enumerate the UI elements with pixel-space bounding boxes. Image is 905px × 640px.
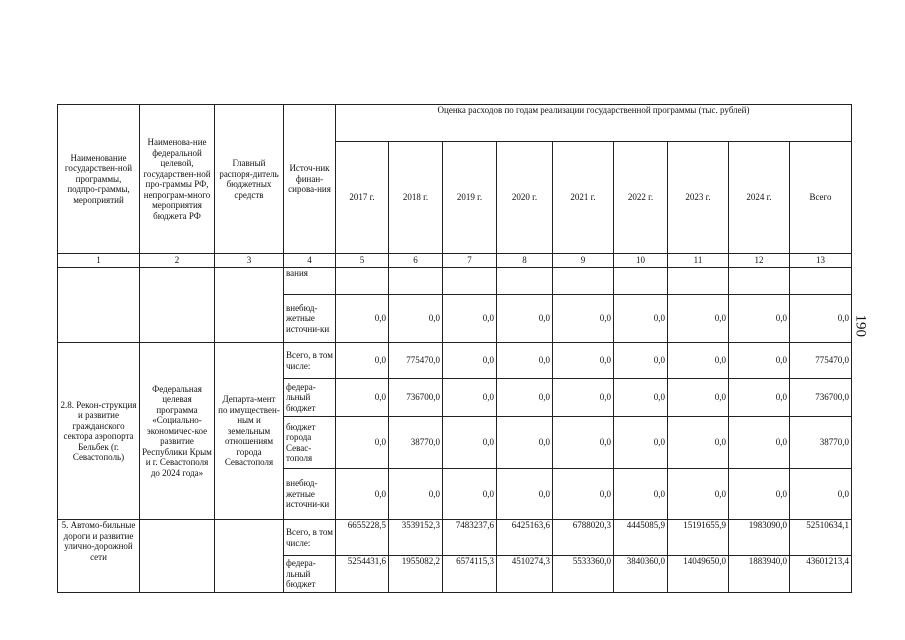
- column-number: 6: [389, 254, 443, 268]
- value-cell: 0,0: [497, 343, 553, 379]
- header-federal-program: Наименова-ние федеральной целевой, государствен-ной про-граммы РФ, непрограм-много мероприятия бюджета РФ: [140, 105, 215, 254]
- value-cell: 0,0: [614, 295, 668, 343]
- header-year: 2023 г.: [668, 142, 729, 254]
- funding-source-label: внебюд-жетные источни-ки: [284, 295, 336, 343]
- table-row: [58, 520, 852, 556]
- continuation-source-tail: вания: [284, 268, 336, 295]
- value-cell: 4510274,3: [497, 556, 553, 593]
- empty-federal-program: [140, 520, 215, 593]
- funding-source-label: внебюд-жетные источни-ки: [284, 469, 336, 520]
- value-cell: 7483237,6: [443, 520, 497, 556]
- value-cell: 6655228,5: [336, 520, 389, 556]
- header-year: 2022 г.: [614, 142, 668, 254]
- activity-name: 5. Автомо-бильные дороги и развитие улично-дорожной сети: [58, 520, 140, 593]
- funding-source-label: федера-льный бюджет: [284, 556, 336, 593]
- value-cell: 0,0: [336, 379, 389, 417]
- continuation-empty-name: [58, 268, 140, 343]
- header-year: 2019 г.: [443, 142, 497, 254]
- header-program-name: Наименование государствен-ной программы, подпро-граммы, мероприятий: [58, 105, 140, 254]
- federal-program-name: Федеральная целевая программа «Социально-экономичес-кое развитие Республики Крым и г. Севастополя до 2024 года»: [140, 343, 215, 520]
- column-number: 8: [497, 254, 553, 268]
- continuation-row: [58, 268, 852, 295]
- funding-source-label: Всего, в том числе:: [284, 343, 336, 379]
- continuation-empty-manager: [215, 268, 284, 343]
- value-cell: 38770,0: [790, 417, 852, 469]
- value-cell: 0,0: [443, 295, 497, 343]
- value-cell: 0,0: [668, 295, 729, 343]
- continuation-empty-program: [140, 268, 215, 343]
- value-cell: 6788020,3: [553, 520, 614, 556]
- value-cell: 14049650,0: [668, 556, 729, 593]
- value-cell: 52510634,1: [790, 520, 852, 556]
- value-cell: 0,0: [443, 417, 497, 469]
- value-cell: 775470,0: [389, 343, 443, 379]
- header-row-1: [58, 105, 852, 142]
- column-number: 13: [790, 254, 852, 268]
- value-cell: 6574115,3: [443, 556, 497, 593]
- budget-table: [57, 104, 852, 593]
- value-cell: 0,0: [497, 295, 553, 343]
- header-funding-source: Источ-ник финан-сирова-ния: [284, 105, 336, 254]
- value-cell: 0,0: [553, 379, 614, 417]
- value-cell: 5533360,0: [553, 556, 614, 593]
- header-year: 2024 г.: [729, 142, 790, 254]
- column-number: 5: [336, 254, 389, 268]
- value-cell: 0,0: [729, 295, 790, 343]
- value-cell: 0,0: [497, 379, 553, 417]
- value-cell: 0,0: [790, 469, 852, 520]
- funding-source-label: федера-льный бюджет: [284, 379, 336, 417]
- value-cell: 0,0: [553, 343, 614, 379]
- header-expense-title: Оценка расходов по годам реализации государственной программы (тыс. рублей): [336, 105, 852, 142]
- value-cell: 736700,0: [790, 379, 852, 417]
- column-number: 10: [614, 254, 668, 268]
- value-cell: 0,0: [729, 343, 790, 379]
- value-cell: 0,0: [497, 469, 553, 520]
- value-cell: 38770,0: [389, 417, 443, 469]
- value-cell: 0,0: [668, 417, 729, 469]
- column-numbers-row: [58, 254, 852, 268]
- header-budget-manager: Главный распоря-дитель бюджетных средств: [215, 105, 284, 254]
- value-cell: 0,0: [497, 417, 553, 469]
- value-cell: 0,0: [614, 469, 668, 520]
- header-year: 2020 г.: [497, 142, 553, 254]
- value-cell: 0,0: [729, 379, 790, 417]
- value-cell: 1883940,0: [729, 556, 790, 593]
- column-number: 7: [443, 254, 497, 268]
- value-cell: 0,0: [443, 343, 497, 379]
- value-cell: 1983090,0: [729, 520, 790, 556]
- value-cell: 0,0: [668, 343, 729, 379]
- value-cell: 0,0: [668, 469, 729, 520]
- value-cell: 0,0: [614, 379, 668, 417]
- value-cell: 5254431,6: [336, 556, 389, 593]
- value-cell: 0,0: [336, 469, 389, 520]
- funding-source-label: бюджет города Севас-тополя: [284, 417, 336, 469]
- value-cell: 0,0: [614, 417, 668, 469]
- value-cell: 0,0: [553, 417, 614, 469]
- column-number: 3: [215, 254, 284, 268]
- value-cell: 0,0: [336, 417, 389, 469]
- value-cell: 775470,0: [790, 343, 852, 379]
- value-cell: 0,0: [389, 469, 443, 520]
- table-row: [58, 343, 852, 379]
- value-cell: 0,0: [729, 469, 790, 520]
- value-cell: 0,0: [668, 379, 729, 417]
- activity-name: 2.8. Рекон-струкция и развитие гражданского сектора аэропорта Бельбек (г. Севастополь): [58, 343, 140, 520]
- value-cell: 0,0: [389, 295, 443, 343]
- column-number: 1: [58, 254, 140, 268]
- header-total: Всего: [790, 142, 852, 254]
- budget-manager-name: Департа-мент по имуществен-ным и земельным отношениям города Севастополя: [215, 343, 284, 520]
- value-cell: 1955082,2: [389, 556, 443, 593]
- header-year: 2021 г.: [553, 142, 614, 254]
- column-number: 9: [553, 254, 614, 268]
- value-cell: 3840360,0: [614, 556, 668, 593]
- empty-budget-manager: [215, 520, 284, 593]
- value-cell: 0,0: [729, 417, 790, 469]
- value-cell: 0,0: [336, 295, 389, 343]
- column-number: 4: [284, 254, 336, 268]
- value-cell: 0,0: [443, 469, 497, 520]
- column-number: 12: [729, 254, 790, 268]
- column-number: 2: [140, 254, 215, 268]
- header-year: 2017 г.: [336, 142, 389, 254]
- value-cell: 736700,0: [389, 379, 443, 417]
- value-cell: 15191655,9: [668, 520, 729, 556]
- value-cell: 0,0: [614, 343, 668, 379]
- value-cell: 0,0: [553, 295, 614, 343]
- value-cell: 0,0: [553, 469, 614, 520]
- value-cell: 0,0: [336, 343, 389, 379]
- column-number: 11: [668, 254, 729, 268]
- funding-source-label: Всего, в том числе:: [284, 520, 336, 556]
- value-cell: 6425163,6: [497, 520, 553, 556]
- page-number: 190: [852, 314, 869, 337]
- value-cell: 43601213,4: [790, 556, 852, 593]
- header-year: 2018 г.: [389, 142, 443, 254]
- value-cell: 0,0: [790, 295, 852, 343]
- value-cell: 3539152,3: [389, 520, 443, 556]
- value-cell: 4445085,9: [614, 520, 668, 556]
- value-cell: 0,0: [443, 379, 497, 417]
